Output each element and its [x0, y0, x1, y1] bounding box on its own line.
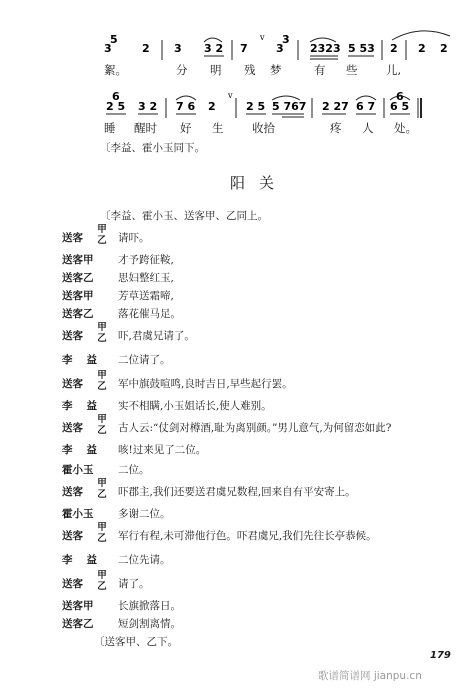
speaker: 送客: [62, 232, 83, 244]
speaker-jia: 甲: [97, 522, 107, 533]
lyric: 梦: [270, 63, 282, 77]
speaker-yi: 乙: [97, 489, 107, 500]
note: 3: [174, 42, 182, 55]
speaker: 霍小玉: [62, 508, 94, 520]
tie-arc: [392, 31, 450, 40]
note: 2 27: [322, 100, 349, 113]
dialogue-line: 军行有程,未可滞他行色。吓君虞兄,我们先往长亭恭候。: [118, 530, 377, 542]
note: 3 2: [138, 100, 158, 113]
stage-direction: 〔李益、霍小玉、送客甲、乙同上。: [100, 210, 268, 222]
lyric: 明: [210, 63, 222, 77]
note: 5 767: [272, 100, 307, 113]
dialogue-row: [62, 616, 462, 636]
speaker: 李益: [62, 400, 111, 412]
note: 6 7: [356, 100, 376, 113]
note: 2: [418, 42, 426, 55]
note: 2: [440, 42, 448, 55]
lyric: 人: [362, 121, 374, 135]
scene-title: 阳关: [230, 174, 289, 192]
watermark: 歌谱简谱网 jianpu.cn: [318, 670, 422, 682]
speaker-stack: [96, 414, 108, 436]
note: 2 5: [246, 100, 266, 113]
speaker: 送客: [62, 422, 83, 434]
note: 2 5: [106, 100, 126, 113]
dialogue-line: 古人云:“仗剑对樽酒,耻为离别颜。”男儿意气,为何留恋如此?: [118, 422, 392, 434]
lyric: 儿,: [386, 63, 402, 77]
speaker: 送客甲: [62, 290, 94, 302]
speaker-stack: [96, 522, 108, 544]
dialogue-row: [62, 288, 462, 308]
dialogue-row: [62, 224, 462, 250]
speaker-jia: 甲: [97, 414, 107, 425]
lyric: 絮。: [104, 63, 127, 77]
stage-direction: 〔送客甲、乙下。: [94, 636, 178, 648]
note: 7: [240, 42, 248, 55]
speaker-stack: [96, 224, 108, 246]
dialogue-row: [62, 570, 462, 596]
dialogue-line: 才予跨征鞍,: [118, 254, 174, 266]
dialogue-line: 军中旗鼓喧鸣,良时吉日,早些起行罢。: [118, 378, 293, 390]
page-number: 179: [430, 650, 451, 661]
speaker-jia: 甲: [97, 224, 107, 235]
dialogue-row: [62, 252, 462, 272]
speaker: 送客乙: [62, 308, 94, 320]
speaker-yi: 乙: [97, 533, 107, 544]
speaker: 送客: [62, 330, 83, 342]
speaker: 霍小玉: [62, 464, 94, 476]
speaker-jia: 甲: [97, 322, 107, 333]
dialogue-line: 二位先请。: [118, 554, 171, 566]
lyric: 睡: [104, 121, 116, 135]
speaker-yi: 乙: [97, 425, 107, 436]
dialogue-line: 二位请了。: [118, 354, 171, 366]
speaker: 送客甲: [62, 254, 94, 266]
speaker-yi: 乙: [97, 581, 107, 592]
breath-mark: v: [228, 91, 233, 100]
lyric: 疼: [330, 121, 342, 135]
dialogue-line: 短剑割离情。: [118, 618, 181, 630]
dialogue-row: [62, 442, 462, 462]
lyric: 好: [180, 121, 192, 135]
speaker: 李益: [62, 444, 111, 456]
speaker-yi: 乙: [97, 235, 107, 246]
note: 2: [390, 42, 398, 55]
grace-note: 3: [282, 33, 290, 46]
speaker-stack: [96, 370, 108, 392]
breath-mark: v: [260, 33, 265, 42]
note: 6 5: [390, 100, 410, 113]
dialogue-line: 请吓。: [118, 232, 150, 244]
speaker-jia: 甲: [97, 570, 107, 581]
dialogue-row: [62, 552, 462, 572]
dialogue-row: [62, 398, 462, 418]
speaker-jia: 甲: [97, 478, 107, 489]
note: 3 2: [204, 42, 224, 55]
note: 2323: [310, 42, 341, 55]
dialogue-row: [62, 598, 462, 618]
dialogue-line: 吓,君虞兄请了。: [118, 330, 195, 342]
note: 3: [276, 42, 284, 55]
dialogue-row: [62, 370, 462, 396]
dialogue-line: 芳草送霜啼,: [118, 290, 174, 302]
speaker-yi: 乙: [97, 381, 107, 392]
note: 2: [208, 100, 216, 113]
speaker: 送客: [62, 578, 83, 590]
dialogue-line: 咳!过来见了二位。: [118, 444, 207, 456]
dialogue-line: 实不相瞒,小玉姐话长,使人难别。: [118, 400, 272, 412]
lyric: 生: [212, 121, 224, 135]
speaker-stack: [96, 570, 108, 592]
dialogue-line: 二位。: [118, 464, 150, 476]
dialogue-row: [62, 478, 462, 504]
dialogue-row: [62, 322, 462, 348]
dialogue-row: [62, 522, 462, 548]
lyric: 有: [314, 63, 326, 77]
lyric: 处。: [394, 121, 417, 135]
dialogue-row: [62, 506, 462, 526]
lyric: 残: [244, 63, 256, 77]
dialogue-row: [62, 306, 462, 326]
lyric: 些: [346, 63, 358, 77]
speaker: 李益: [62, 554, 111, 566]
speaker: 送客乙: [62, 272, 94, 284]
speaker-stack: [96, 478, 108, 500]
note: 3: [104, 42, 112, 55]
note: 5 53: [348, 42, 375, 55]
dialogue-row: [62, 414, 462, 440]
dialogue-line: 吓郡主,我们还要送君虞兄数程,回来自有平安寄上。: [118, 486, 356, 498]
stage-direction: 〔李益、霍小玉同下。: [100, 142, 205, 154]
note: 2: [142, 42, 150, 55]
speaker: 送客甲: [62, 600, 94, 612]
lyric: 分: [176, 63, 188, 77]
dialogue-line: 落花催马足。: [118, 308, 181, 320]
grace-note: 5: [110, 33, 118, 46]
grace-note: 6: [396, 90, 404, 103]
dialogue-line: 长旗掀落日。: [118, 600, 181, 612]
speaker: 送客: [62, 378, 83, 390]
lyric: 收拾: [252, 121, 275, 135]
lyric: 醒时: [134, 121, 157, 135]
note: 7 6: [176, 100, 196, 113]
speaker-stack: [96, 322, 108, 344]
speaker-jia: 甲: [97, 370, 107, 381]
dialogue-line: 多谢二位。: [118, 508, 171, 520]
speaker: 送客乙: [62, 618, 94, 630]
speaker: 送客: [62, 486, 83, 498]
dialogue-row: [62, 352, 462, 372]
grace-note: 6: [112, 90, 120, 103]
speaker-yi: 乙: [97, 333, 107, 344]
dialogue-line: 思妇整红玉,: [118, 272, 174, 284]
speaker: 送客: [62, 530, 83, 542]
dialogue-row: [62, 270, 462, 290]
speaker: 李益: [62, 354, 111, 366]
dialogue-line: 请了。: [118, 578, 150, 590]
dialogue-row: [62, 462, 462, 482]
